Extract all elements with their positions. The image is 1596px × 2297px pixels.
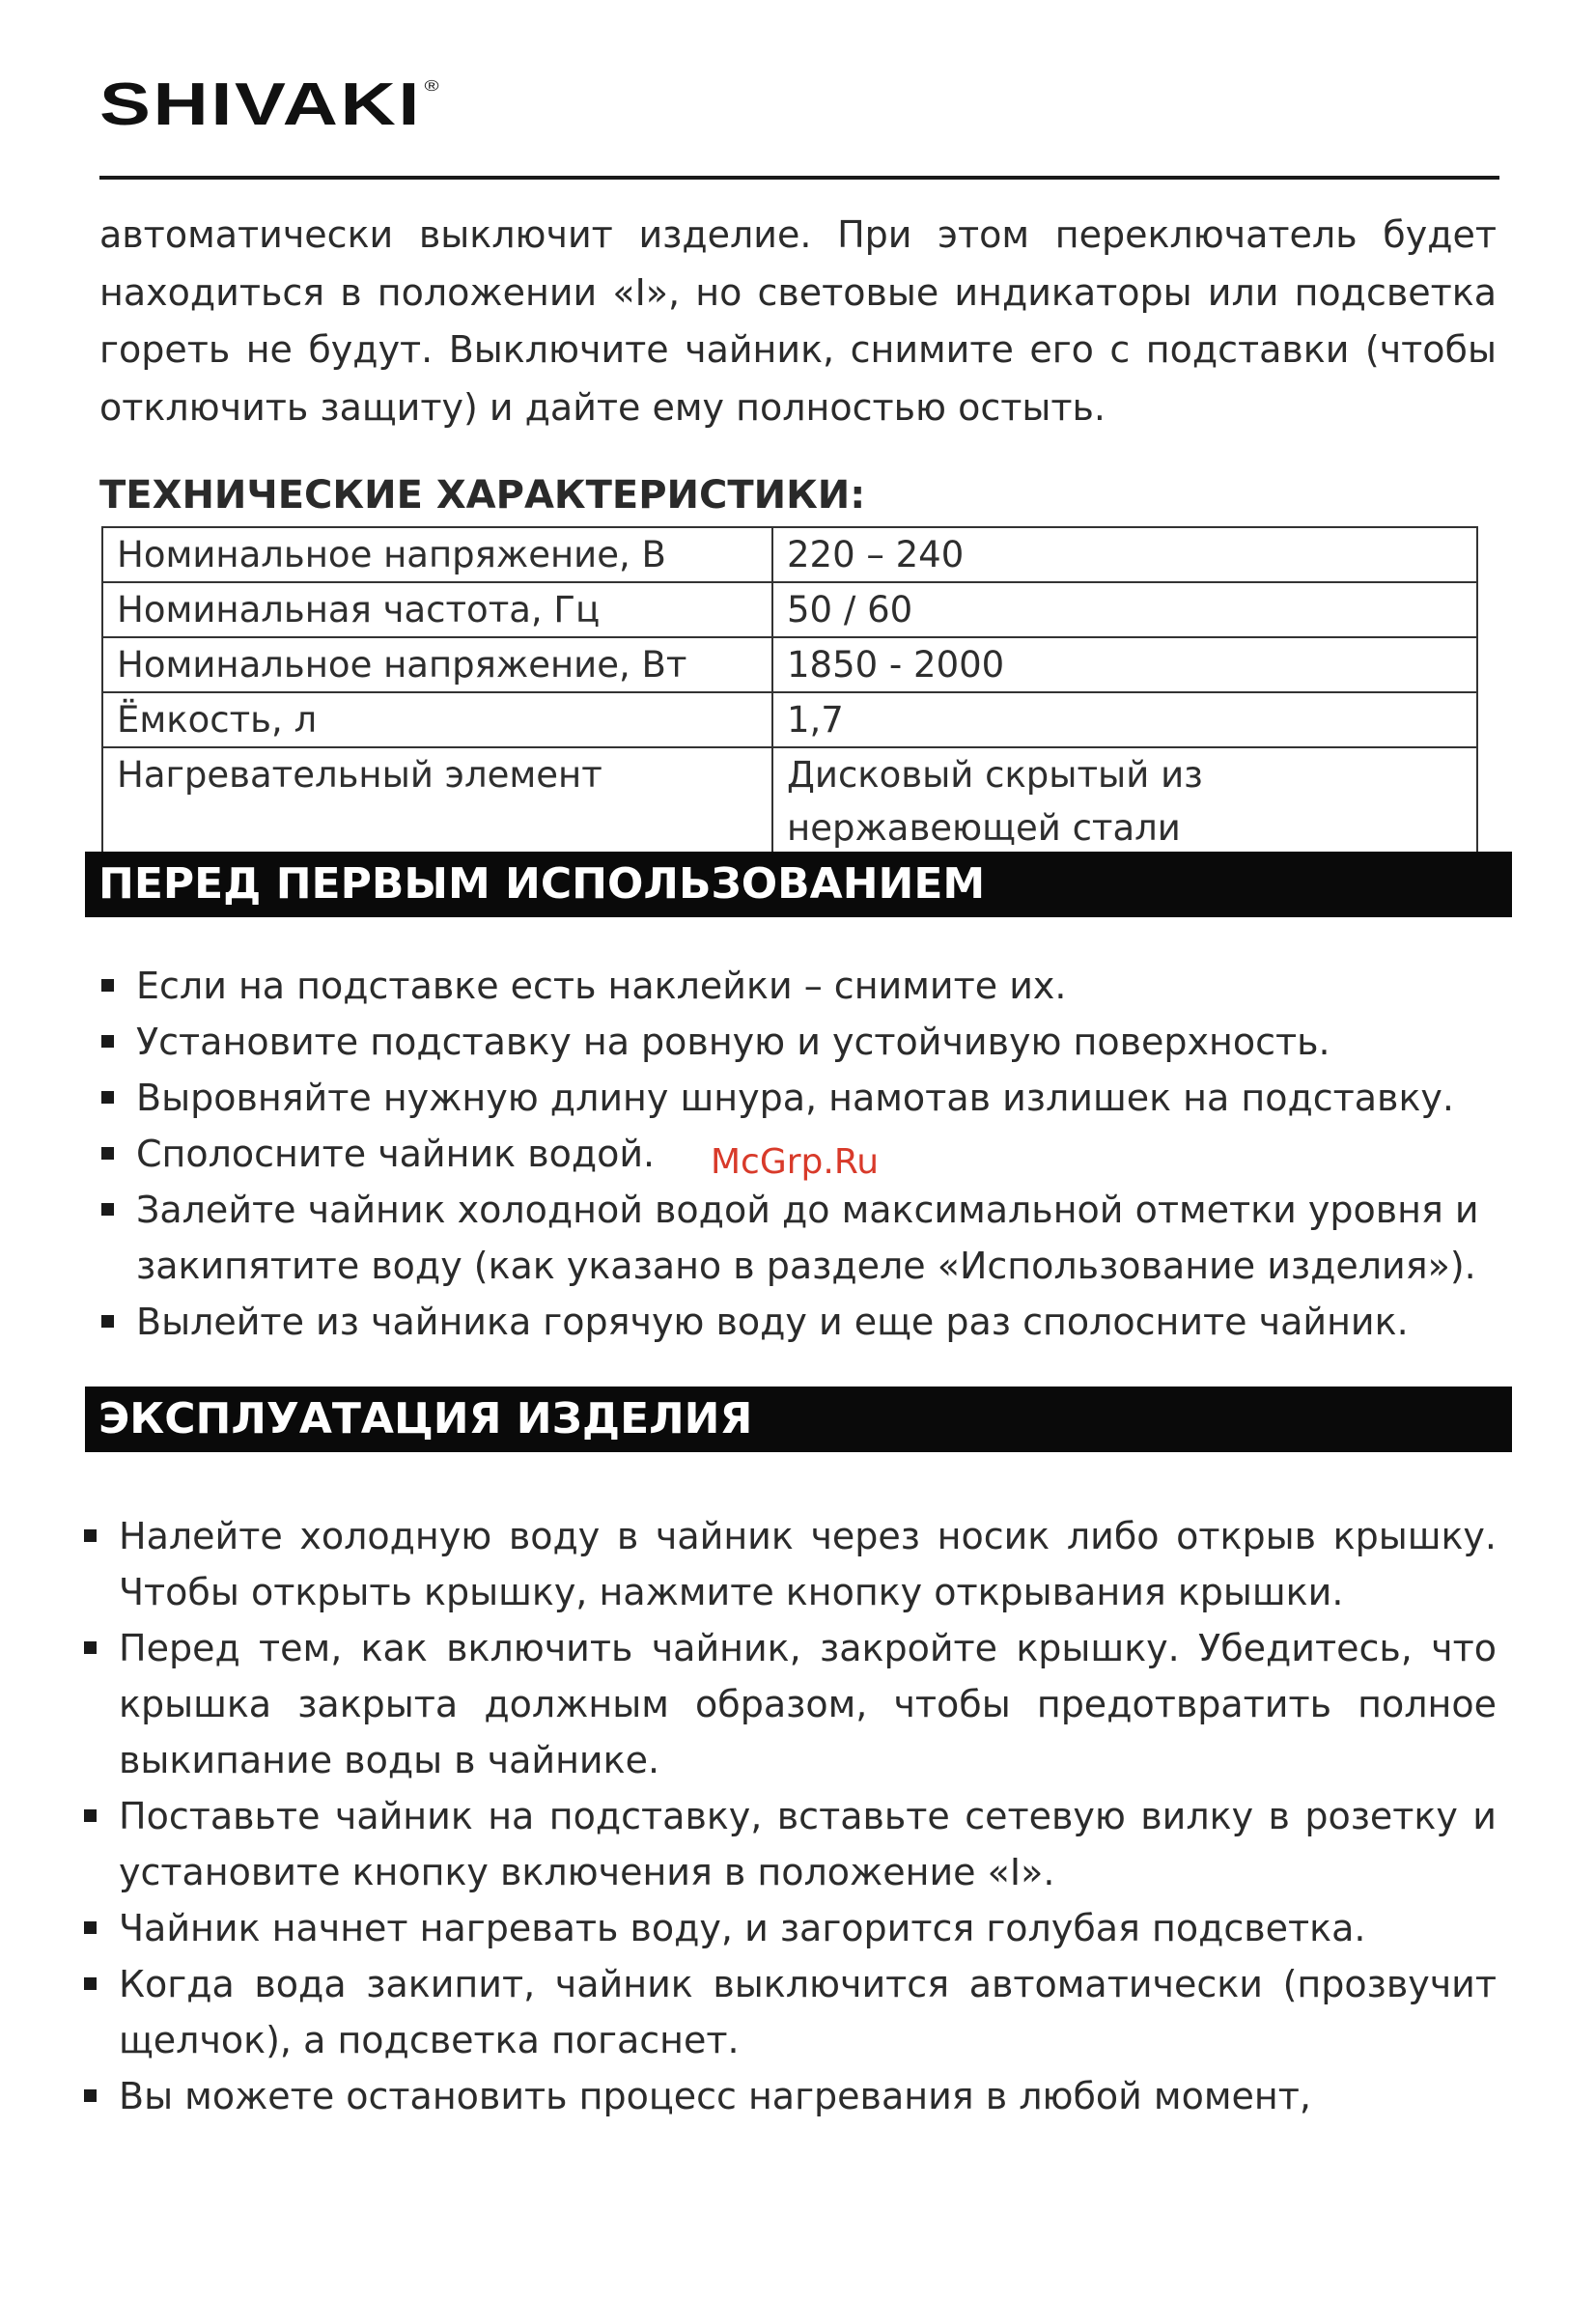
list-item-text: Залейте чайник холодной водой до максимальной отметки уровня и закипятите воду (как указано в разделе «Использование изделия»). xyxy=(136,1189,1479,1287)
spec-value: 1850 - 2000 xyxy=(772,637,1477,692)
table-row xyxy=(102,692,1477,747)
list-item-text: Чайник начнет нагревать воду, и загорится голубая подсветка. xyxy=(119,1907,1366,1949)
list-item-text: Вы можете остановить процесс нагревания в любой момент, xyxy=(119,2075,1311,2117)
list-item xyxy=(82,1900,1497,1956)
list-item-text: Если на подставке есть наклейки – снимите их. xyxy=(136,965,1067,1007)
bullet-icon xyxy=(101,979,114,992)
bullet-icon xyxy=(101,1147,114,1160)
bullet-icon xyxy=(84,1641,97,1654)
bullet-icon xyxy=(84,1977,97,1990)
spec-value: 1,7 xyxy=(772,692,1477,747)
bullet-icon xyxy=(101,1203,114,1216)
bullet-icon xyxy=(84,1921,97,1934)
list-item xyxy=(99,958,1497,1014)
table-row xyxy=(102,527,1477,582)
table-row xyxy=(102,582,1477,637)
list-item xyxy=(82,1508,1497,1620)
list-item xyxy=(82,1620,1497,1788)
table-row xyxy=(102,747,1477,854)
intro-paragraph: автоматически выключит изделие. При этом переключатель будет находиться в положении «I», но световые индикаторы или подсветка гореть не будут. Выключите чайник, снимите его с подставки (чтобы отключить защиту) и дайте ему полностью остыть. xyxy=(99,213,1497,429)
spec-value: 50 / 60 xyxy=(772,582,1477,637)
list-item-text: Вылейте из чайника горячую воду и еще раз сполосните чайник. xyxy=(136,1301,1409,1343)
list-item-text: Сполосните чайник водой. xyxy=(136,1133,656,1175)
brand-name: SHIVAKI xyxy=(99,71,422,138)
list-item xyxy=(99,1014,1497,1070)
list-item xyxy=(82,1788,1497,1900)
section-heading-operation: ЭКСПЛУАТАЦИЯ ИЗДЕЛИЯ xyxy=(85,1387,1512,1452)
list-item-text: Установите подставку на ровную и устойчивую поверхность. xyxy=(136,1021,1330,1063)
specs-title: ТЕХНИЧЕСКИЕ ХАРАКТЕРИСТИКИ: xyxy=(99,473,866,518)
list-item-text: Поставьте чайник на подставку, вставьте сетевую вилку в розетку и установите кнопку включения в положение «I». xyxy=(119,1795,1497,1893)
bullet-icon xyxy=(84,1809,97,1822)
list-item xyxy=(99,1294,1497,1350)
list-item xyxy=(99,1182,1497,1294)
spec-label: Ёмкость, л xyxy=(102,692,772,747)
spec-label: Нагревательный элемент xyxy=(102,747,772,854)
watermark: McGrp.Ru xyxy=(711,1142,880,1182)
list-item-text: Выровняйте нужную длину шнура, намотав излишек на подставку. xyxy=(136,1077,1454,1119)
spec-value: 220 – 240 xyxy=(772,527,1477,582)
table-row xyxy=(102,637,1477,692)
spec-value: Дисковый скрытый из нержавеющей стали xyxy=(772,747,1477,854)
bullet-icon xyxy=(101,1035,114,1048)
header-divider xyxy=(99,176,1499,180)
bullet-icon xyxy=(101,1091,114,1104)
bullet-icon xyxy=(84,2089,97,2102)
bullet-icon xyxy=(84,1529,97,1542)
list-item xyxy=(99,1070,1497,1126)
list-item-text: Перед тем, как включить чайник, закройте крышку. Убедитесь, что крышка закрыта должным образом, чтобы предотвратить полное выкипание воды в чайнике. xyxy=(119,1627,1497,1781)
list-item-text: Когда вода закипит, чайник выключится автоматически (прозвучит щелчок), а подсветка погаснет. xyxy=(119,1963,1497,2061)
specs-table xyxy=(101,526,1478,854)
list-item xyxy=(82,2068,1497,2124)
bullet-icon xyxy=(101,1315,114,1328)
section-heading-first-use: ПЕРЕД ПЕРВЫМ ИСПОЛЬЗОВАНИЕМ xyxy=(85,852,1512,917)
operation-list xyxy=(82,1508,1497,2124)
brand-logo xyxy=(99,71,442,138)
spec-label: Номинальная частота, Гц xyxy=(102,582,772,637)
list-item-text: Налейте холодную воду в чайник через носик либо открыв крышку. Чтобы открыть крышку, нажмите кнопку открывания крышки. xyxy=(119,1515,1497,1613)
registered-mark: ® xyxy=(424,78,442,95)
spec-label: Номинальное напряжение, В xyxy=(102,527,772,582)
spec-label: Номинальное напряжение, Вт xyxy=(102,637,772,692)
list-item xyxy=(82,1956,1497,2068)
